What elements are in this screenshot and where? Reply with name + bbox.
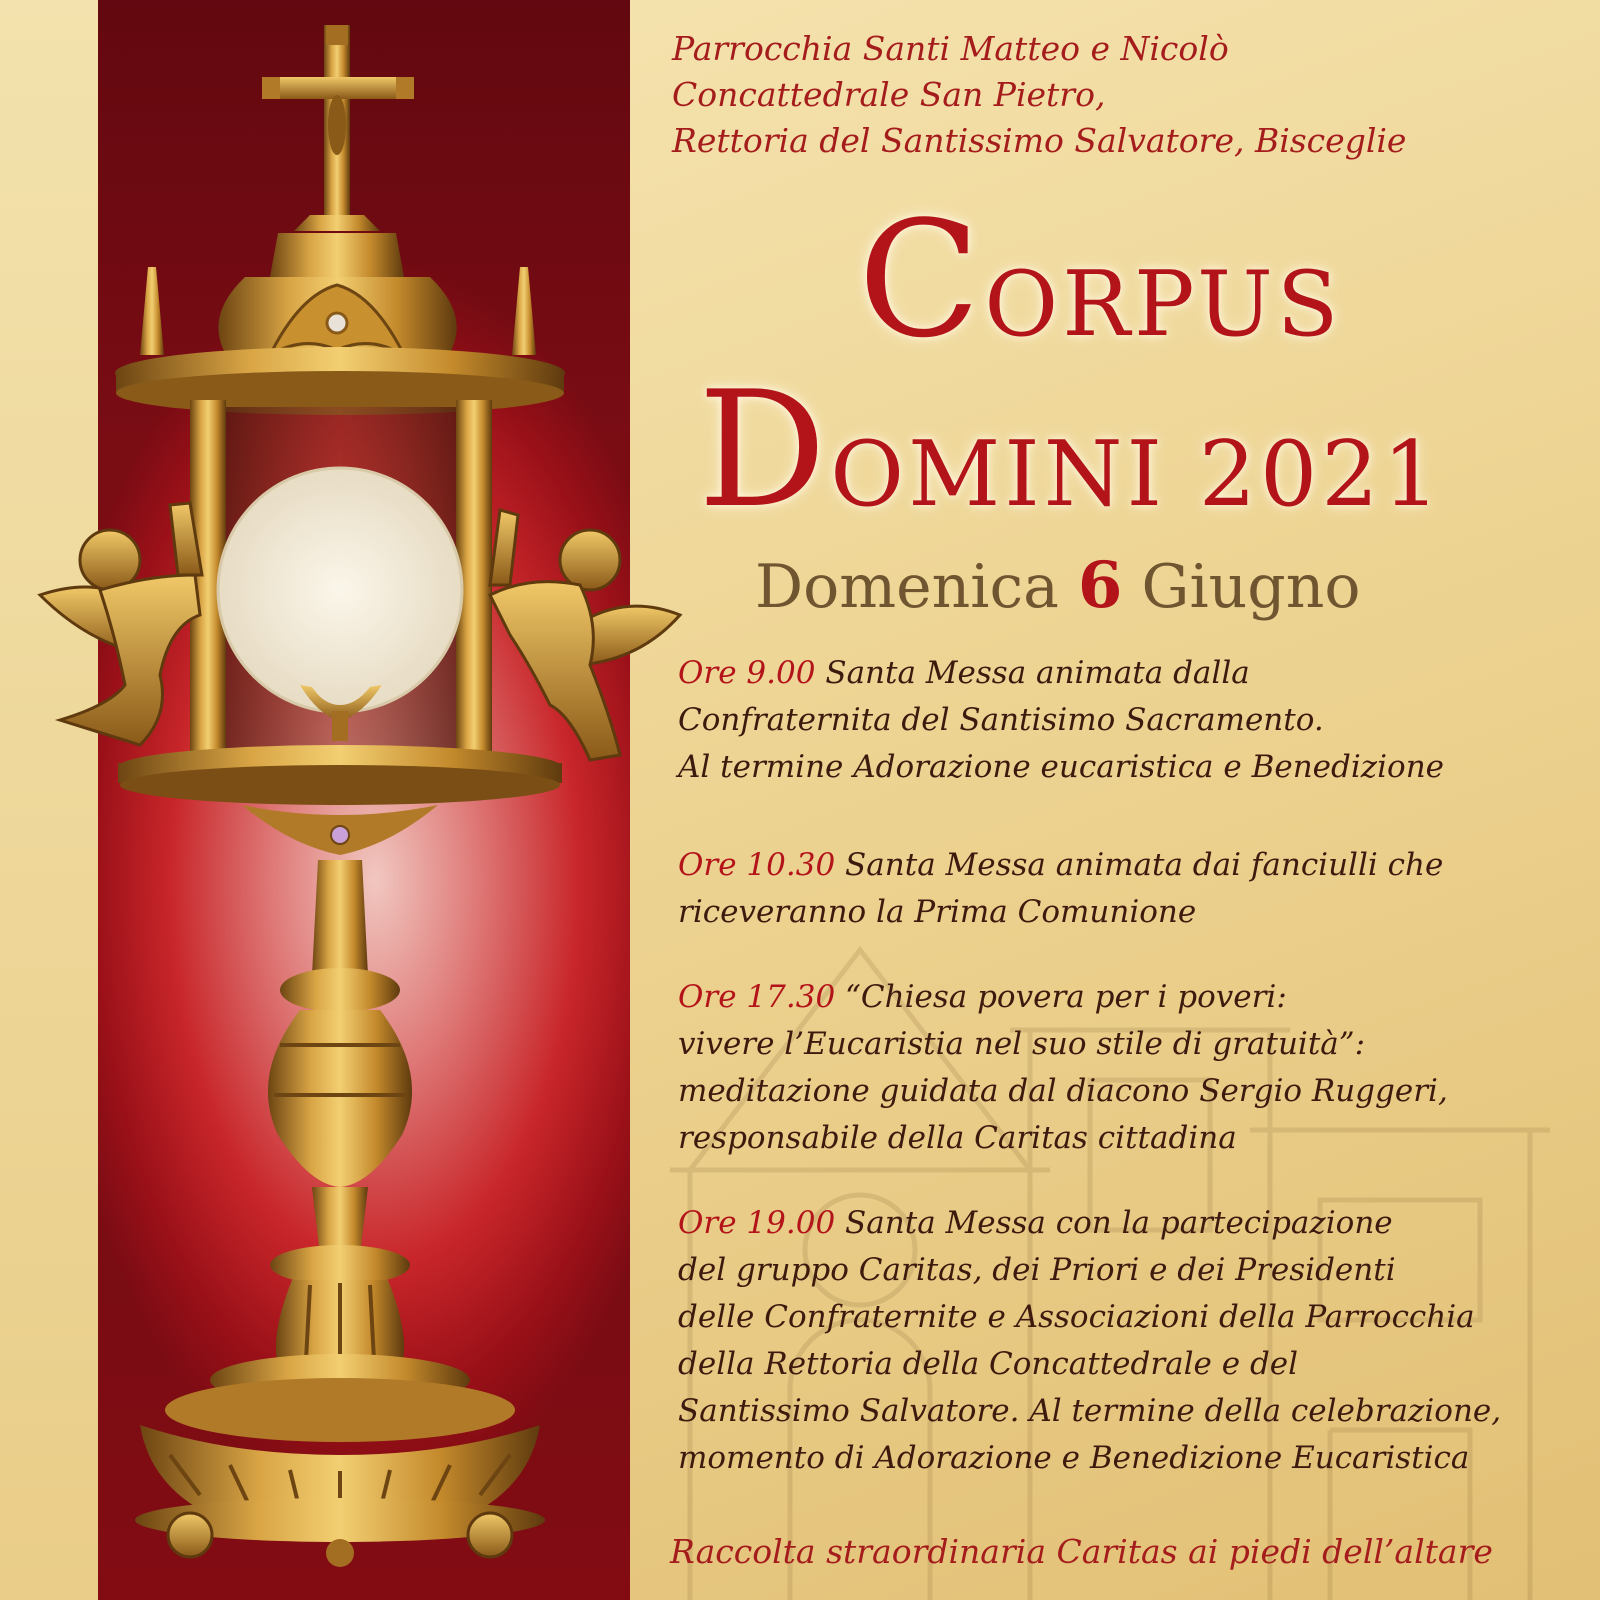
parish-header <box>672 26 1406 164</box>
event-line: del gruppo Caritas, dei Priori e dei Presidenti <box>678 1252 1396 1288</box>
event-line: Santissimo Salvatore. Al termine della celebrazione, <box>678 1393 1502 1429</box>
footer-note: Raccolta straordinaria Caritas ai piedi dell’altare <box>670 1532 1493 1571</box>
parish-line: Rettoria del Santissimo Salvatore, Bisceglie <box>672 121 1407 160</box>
event-line: Santa Messa animata dalla <box>825 655 1250 691</box>
date-weekday: Domenica <box>755 552 1059 622</box>
date-day: 6 <box>1077 548 1123 623</box>
event-line: meditazione guidata dal diacono Sergio Ruggeri, <box>678 1073 1448 1109</box>
event-line: della Rettoria della Concattedrale e del <box>678 1346 1299 1382</box>
title-line-2 <box>698 356 1444 543</box>
parish-line: Parrocchia Santi Matteo e Nicolò <box>672 29 1229 68</box>
monstrance-icon <box>30 15 710 1595</box>
event-line: vivere l’Eucaristia nel suo stile di gratuità”: <box>678 1026 1366 1062</box>
event-time: Ore 9.00 <box>678 655 816 691</box>
event-block <box>678 842 1443 936</box>
cross-icon <box>262 25 414 231</box>
angel-icon <box>490 510 680 760</box>
event-time: Ore 19.00 <box>678 1205 836 1241</box>
angel-icon <box>40 503 202 745</box>
event-time: Ore 10.30 <box>678 847 836 883</box>
event-line: momento di Adorazione e Benedizione Eucaristica <box>678 1440 1470 1476</box>
title-initial: C <box>858 186 985 373</box>
event-line: Santa Messa con la partecipazione <box>845 1205 1393 1241</box>
event-block <box>678 1200 1501 1482</box>
parish-line: Concattedrale San Pietro, <box>672 75 1106 114</box>
title-year: 2021 <box>1198 422 1444 527</box>
event-line: riceveranno la Prima Comunione <box>678 894 1197 930</box>
title-initial: D <box>698 356 831 543</box>
title-rest: ORPUS <box>984 252 1343 357</box>
date-month: Giugno <box>1141 552 1361 622</box>
event-line: responsabile della Caritas cittadina <box>678 1120 1237 1156</box>
event-line: “Chiesa povera per i poveri: <box>845 979 1287 1015</box>
event-line: Santa Messa animata dai fanciulli che <box>845 847 1444 883</box>
event-block <box>678 974 1448 1162</box>
event-block <box>678 650 1444 791</box>
event-time: Ore 17.30 <box>678 979 836 1015</box>
title-line-1 <box>858 186 1343 373</box>
date-line <box>755 548 1360 623</box>
event-line: Al termine Adorazione eucaristica e Benedizione <box>678 749 1445 785</box>
event-line: delle Confraternite e Associazioni della Parrocchia <box>678 1299 1475 1335</box>
event-line: Confraternita del Santisimo Sacramento. <box>678 702 1324 738</box>
title-rest: OMINI <box>830 422 1167 527</box>
